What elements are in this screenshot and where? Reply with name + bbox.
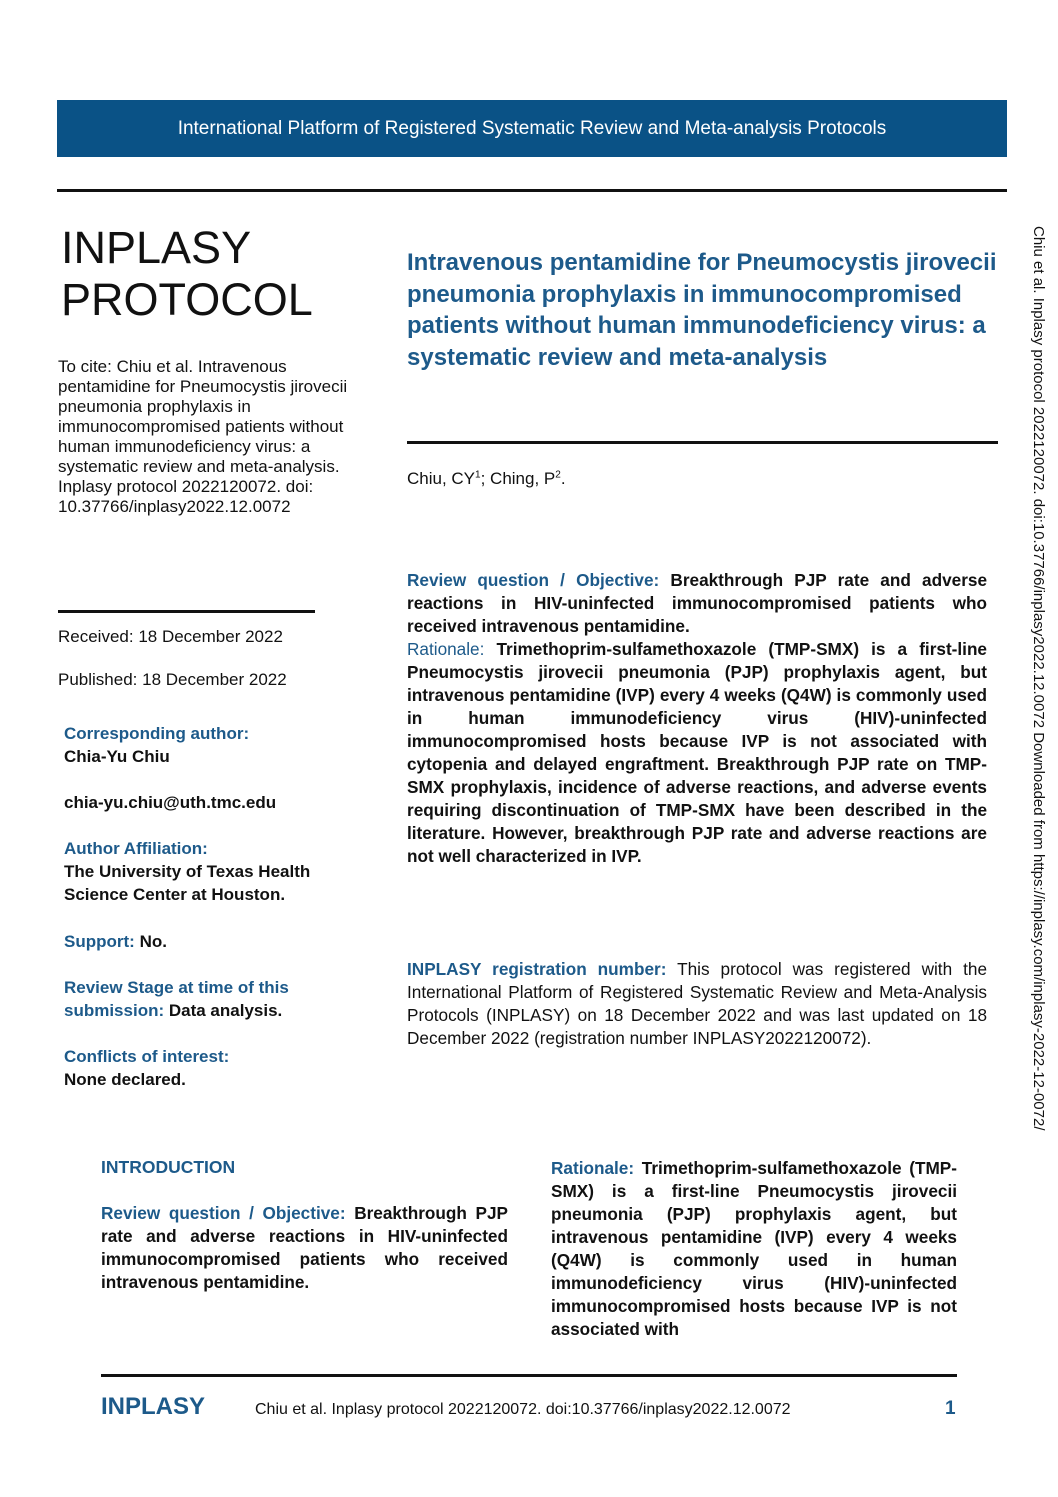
introduction-heading: INTRODUCTION (101, 1157, 236, 1177)
intro-rationale (551, 1157, 957, 1341)
page-number: 1 (945, 1398, 956, 1419)
author-list (407, 469, 566, 489)
author-1: Chiu, CY (407, 469, 476, 488)
intro-review-question (101, 1202, 508, 1294)
registration-label: INPLASY registration number: (407, 959, 667, 979)
corresponding-author (64, 722, 374, 768)
author-2-affiliation: 2 (555, 469, 561, 481)
conflicts-label: Conflicts of interest: (64, 1047, 230, 1066)
affiliation-label: Author Affiliation: (64, 839, 208, 858)
citation: To cite: Chiu et al. Intravenous pentamidine for Pneumocystis jirovecii pneumonia prophylaxis in immunocompromised patients without human immunodeficiency virus: a systematic review and meta-analysis. Inplasy protocol 2022120072. doi: 10.37766/inplasy2022.12.0072 (58, 357, 348, 516)
registration-text: This protocol was registered with the International Platform of Registered Systematic Review and Meta-Analysis Protocols (INPLASY) on 18 December 2022 and was last updated on 18 December 2022 (registration number INPLASY2022120072). (407, 959, 988, 1048)
support (64, 930, 374, 953)
review-stage-value: Data analysis. (168, 1001, 283, 1020)
affiliation-value: The University of Texas Health Science Center at Houston. (64, 862, 311, 904)
author-affiliation (64, 837, 374, 906)
footer-brand: INPLASY (101, 1393, 206, 1420)
abstract-rationale-label: Rationale: (407, 639, 485, 659)
author-1-affiliation: 1 (475, 469, 481, 481)
review-stage-label: Review Stage at time of this submission: (64, 978, 289, 1020)
brand-line-2: PROTOCOL (61, 274, 313, 325)
support-value: No. (139, 932, 167, 951)
vertical-download-note: Chiu et al. Inplasy protocol 2022120072. doi:10.37766/inplasy2022.12.0072 Downloaded from https://inplasy.com/inplasy-2022-12-0072/ (1030, 226, 1047, 1131)
received-date: Received: 18 December 2022 (58, 627, 283, 646)
footer-citation: Chiu et al. Inplasy protocol 2022120072. doi:10.37766/inplasy2022.12.0072 (255, 1401, 791, 1418)
abstract-registration (407, 958, 987, 1050)
paper-title: Intravenous pentamidine for Pneumocystis jirovecii pneumonia prophylaxis in immunocompromised patients without human immunodeficiency virus: a systematic review and meta-analysis (407, 249, 997, 371)
footer-divider (101, 1374, 957, 1377)
abstract-review-question (407, 569, 987, 638)
conflicts-of-interest (64, 1045, 374, 1091)
intro-rq-text: Breakthrough PJP rate and adverse reactions in HIV-uninfected immunocompromised patients who received intravenous pentamidine. (101, 1203, 508, 1292)
review-stage (64, 976, 354, 1022)
abstract-rationale-text: Trimethoprim-sulfamethoxazole (TMP-SMX) is a first-line Pneumocystis jirovecii pneumonia (PJP) prophylaxis agent, but intravenous pentamidine (IVP) every 4 weeks (Q4W) is commonly used in human immunodeficiency virus (HIV)-uninfected immunocompromised hosts because IVP is not associated with cytopenia and delayed engraftment. Breakthrough PJP rate on TMP-SMX prophylaxis, incidence of adverse reactions, and adverse events requiring discontinuation of TMP-SMX have been described in the literature. However, breakthrough PJP rate and adverse reactions are not well characterized in IVP. (407, 639, 987, 866)
intro-rq-label: Review question / Objective: (101, 1203, 346, 1223)
author-list-end: . (560, 469, 566, 488)
citation-divider (58, 610, 315, 613)
corresponding-author-label: Corresponding author: (64, 724, 250, 743)
corresponding-author-name: Chia-Yu Chiu (64, 747, 170, 766)
journal-banner: International Platform of Registered Systematic Review and Meta-analysis Protocols (57, 100, 1007, 157)
intro-rationale-text: Trimethoprim-sulfamethoxazole (TMP-SMX) is a first-line Pneumocystis jirovecii pneumonia (PJP) prophylaxis agent, but intravenous pentamidine (IVP) every 4 weeks (Q4W) is commonly used in human immunodeficiency virus (HIV)-uninfected immunocompromised hosts because IVP is not associated with (551, 1158, 957, 1339)
abstract-rationale (407, 638, 987, 868)
abstract-rq-text: Breakthrough PJP rate and adverse reactions in HIV-uninfected immunocompromised patients who received intravenous pentamidine. (407, 570, 988, 636)
conflicts-value: None declared. (64, 1070, 186, 1089)
brand-line-1: INPLASY (61, 222, 252, 273)
published-date: Published: 18 December 2022 (58, 670, 287, 689)
support-label: Support: (64, 932, 135, 951)
author-2: ; Ching, P (480, 469, 556, 488)
brand-title (61, 222, 313, 326)
intro-rationale-label: Rationale: (551, 1158, 635, 1178)
author-email[interactable]: chia-yu.chiu@uth.tmc.edu (64, 793, 277, 812)
abstract-rq-label: Review question / Objective: (407, 570, 660, 590)
top-divider (57, 189, 1007, 192)
title-divider (407, 441, 998, 444)
